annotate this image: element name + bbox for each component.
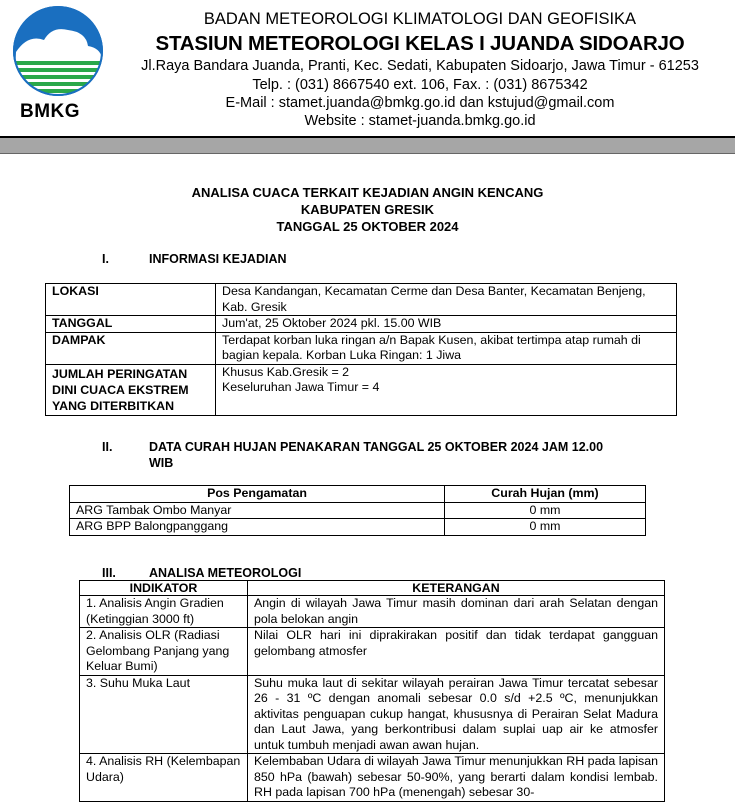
header-divider (0, 136, 735, 154)
station-email: E-Mail : stamet.juanda@bmkg.go.id dan kstujud@gmail.com (225, 95, 615, 111)
doc-title-line2: KABUPATEN GRESIK (300, 202, 435, 217)
table-row (46, 332, 677, 364)
description-cell: Kelembaban Udara di wilayah Jawa Timur menunjukkan RH pada lapisan 850 hPa (bawah) sebesar 50-90%, yang berarti dalam kondisi lembab. RH pada lapisan 700 hPa (menengah) sebesar 30- (248, 754, 665, 802)
description-cell: Angin di wilayah Jawa Timur masih dominan dari arah Selatan dengan pola belokan angin (248, 596, 665, 628)
table-row (80, 628, 665, 676)
station-website: Website : stamet-juanda.bmkg.go.id (304, 113, 536, 129)
rainfall-value-cell: 0 mm (445, 502, 646, 519)
rainfall-table (69, 485, 646, 536)
description-cell: Suhu muka laut di sekitar wilayah perairan Jawa Timur tercatat sebesar 26 - 31 ºC dengan anomali sebesar 0.0 s/d +2.5 ºC, menunjukkan aktivitas penguapan cukup hangat, khususnya di Perairan Selat Madura dan Laut Jawa, yang berkontribusi dalam suplai uap air ke atmosfer untuk tumbuh menjadi awan awan hujan. (248, 675, 665, 754)
table-row (70, 502, 646, 519)
section2-title-line2: WIB (149, 456, 174, 470)
row-value-peringatan (216, 364, 677, 415)
meteorology-table (79, 580, 665, 802)
section2-title-line1: DATA CURAH HUJAN PENAKARAN TANGGAL 25 OKTOBER 2024 JAM 12.00 (149, 440, 604, 454)
row-value-lokasi: Desa Kandangan, Kecamatan Cerme dan Desa Banter, Kecamatan Benjeng, Kab. Gresik (216, 284, 677, 316)
table-header-row (70, 486, 646, 503)
section3-title: ANALISA METEOROLOGI (149, 566, 302, 580)
table-row (46, 316, 677, 333)
agency-name: BADAN METEOROLOGI KLIMATOLOGI DAN GEOFISIKA (203, 10, 637, 28)
station-name-cell: ARG BPP Balongpanggang (70, 519, 445, 536)
doc-title-line3: TANGGAL 25 OKTOBER 2024 (276, 219, 459, 234)
indicator-cell: 2. Analisis OLR (Radiasi Gelombang Panjang yang Keluar Bumi) (80, 628, 248, 676)
indicator-cell: 3. Suhu Muka Laut (80, 675, 248, 754)
event-info-table (45, 283, 677, 416)
col-header-indikator: INDIKATOR (80, 581, 248, 596)
warning-count-gresik: Khusus Kab.Gresik = 2 (222, 364, 350, 379)
doc-title-line1: ANALISA CUACA TERKAIT KEJADIAN ANGIN KENCANG (191, 185, 544, 200)
section2-number: II. (102, 440, 113, 454)
station-address: Jl.Raya Bandara Juanda, Pranti, Kec. Sedati, Kabupaten Sidoarjo, Jawa Timur - 61253 (141, 58, 699, 74)
row-label-peringatan: JUMLAH PERINGATAN DINI CUACA EKSTREM YANG DITERBITKAN (46, 364, 216, 415)
table-row (80, 596, 665, 628)
row-label-tanggal: TANGGAL (46, 316, 216, 333)
section1-number: I. (102, 252, 109, 266)
section1-title: INFORMASI KEJADIAN (149, 252, 287, 266)
table-row (46, 284, 677, 316)
table-row (46, 364, 677, 415)
station-name: STASIUN METEOROLOGI KELAS I JUANDA SIDOARJO (155, 32, 685, 55)
station-phone: Telp. : (031) 8667540 ext. 106, Fax. : (031) 8675342 (252, 77, 588, 93)
warning-count-jatim: Keseluruhan Jawa Timur = 4 (222, 380, 380, 394)
table-header-row (80, 581, 665, 596)
section3-number: III. (102, 566, 116, 580)
col-header-station: Pos Pengamatan (70, 486, 445, 503)
row-label-dampak: DAMPAK (46, 332, 216, 364)
row-value-dampak: Terdapat korban luka ringan a/n Bapak Kusen, akibat tertimpa atap rumah di bagian kepala. Korban Luka Ringan: 1 Jiwa (216, 332, 677, 364)
description-cell: Nilai OLR hari ini diprakirakan positif dan tidak terdapat gangguan gelombang atmosfer (248, 628, 665, 676)
section2-heading (102, 440, 682, 472)
table-row (70, 519, 646, 536)
indicator-cell: 1. Analisis Angin Gradien (Ketinggian 3000 ft) (80, 596, 248, 628)
indicator-cell: 4. Analisis RH (Kelembapan Udara) (80, 754, 248, 802)
rainfall-value-cell: 0 mm (445, 519, 646, 536)
row-label-lokasi: LOKASI (46, 284, 216, 316)
row-value-tanggal: Jum'at, 25 Oktober 2024 pkl. 15.00 WIB (216, 316, 677, 333)
logo-text: BMKG (20, 101, 81, 122)
letterhead (0, 0, 735, 150)
station-name-cell: ARG Tambak Ombo Manyar (70, 502, 445, 519)
table-row (80, 675, 665, 754)
col-header-keterangan: KETERANGAN (248, 581, 665, 596)
col-header-rainfall: Curah Hujan (mm) (445, 486, 646, 503)
